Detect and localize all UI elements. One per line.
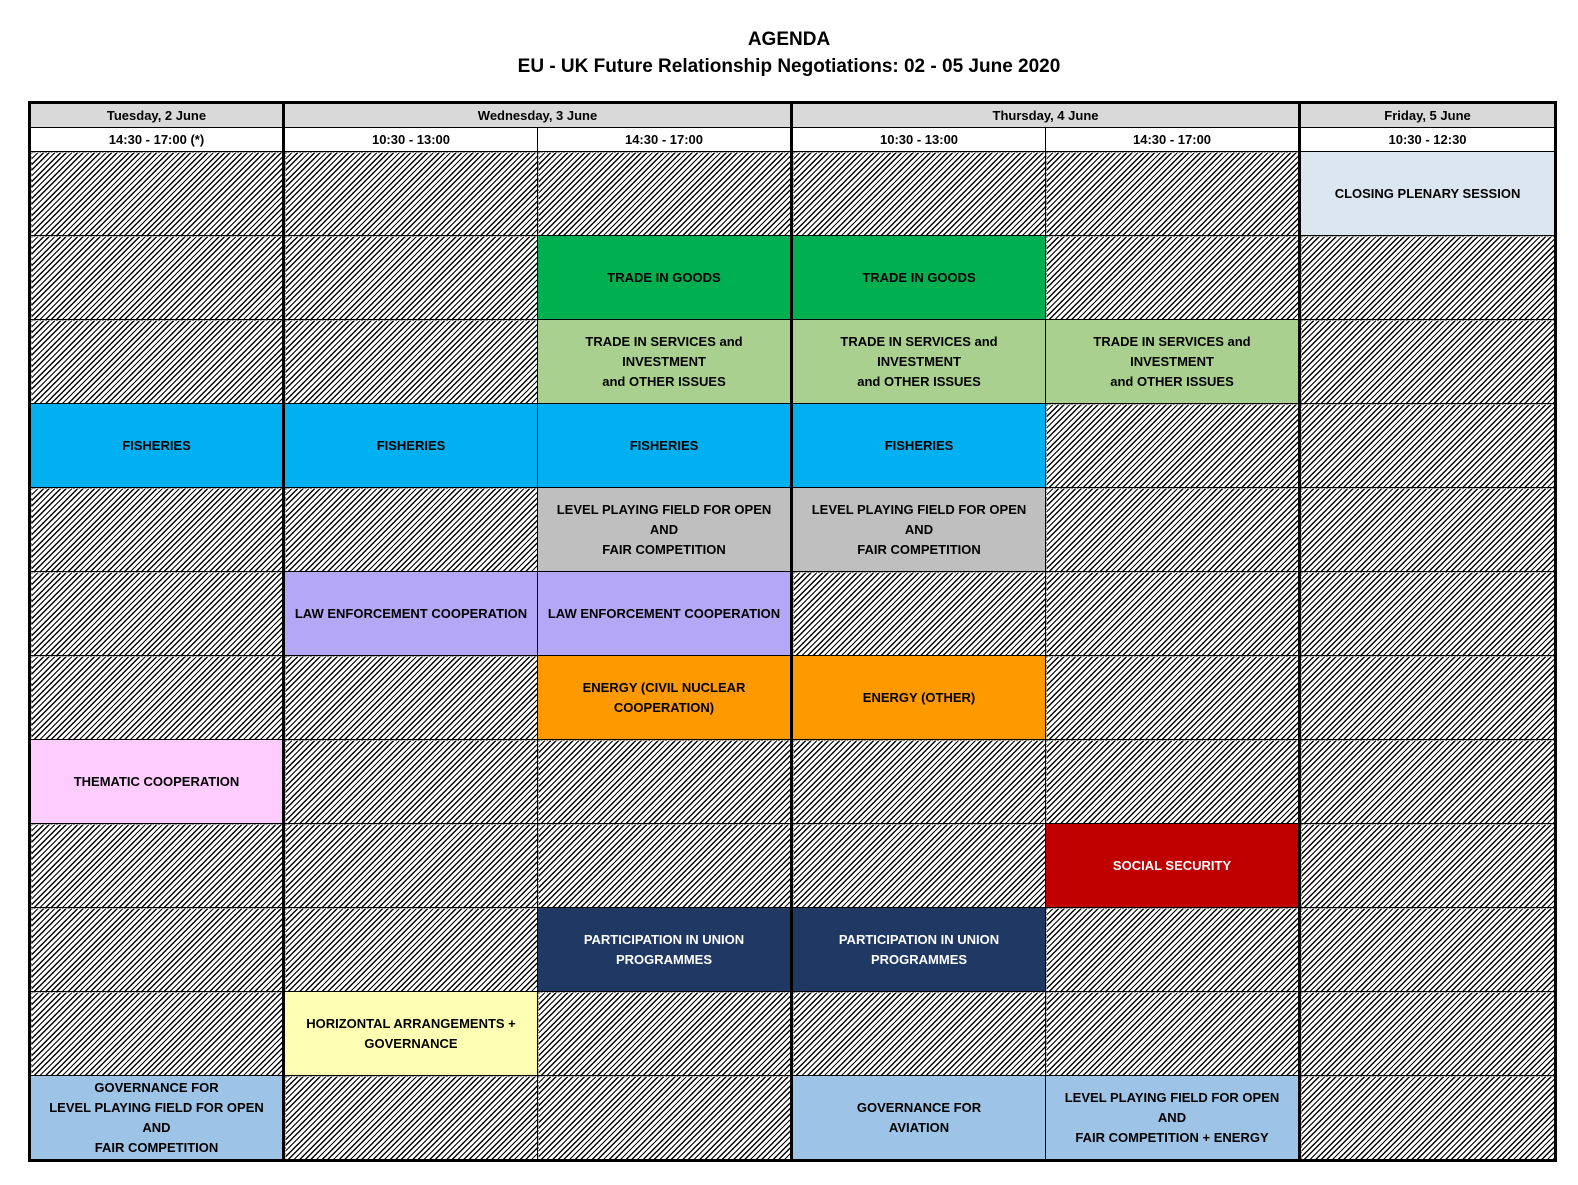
time-slot-header: 10:30 - 13:00 [792, 128, 1046, 152]
session-trade-in-services [1046, 320, 1300, 404]
empty-slot [1300, 404, 1556, 488]
empty-slot [284, 236, 538, 320]
agenda-row [30, 656, 1556, 740]
session-label: TRADE IN GOODS [862, 269, 976, 285]
agenda-row [30, 404, 1556, 488]
agenda-row [30, 740, 1556, 824]
session-label: THEMATIC COOPERATION [73, 773, 240, 789]
empty-slot [792, 740, 1046, 824]
empty-slot [538, 1076, 792, 1161]
agenda-row [30, 236, 1556, 320]
session-lpf-energy [1046, 1076, 1300, 1161]
agenda-row [30, 488, 1556, 572]
agenda-row [30, 992, 1556, 1076]
empty-slot [30, 992, 284, 1076]
empty-slot [1046, 992, 1300, 1076]
empty-slot [792, 824, 1046, 908]
empty-slot [792, 992, 1046, 1076]
empty-slot [1046, 908, 1300, 992]
agenda-title: AGENDA [747, 29, 831, 50]
empty-slot [1046, 656, 1300, 740]
session-trade-in-services [538, 320, 792, 404]
session-label: FISHERIES [629, 437, 699, 453]
empty-slot [30, 236, 284, 320]
empty-slot [284, 152, 538, 236]
session-label: ENERGY (OTHER) [862, 689, 976, 705]
empty-slot [1046, 488, 1300, 572]
session-label: FISHERIES [884, 437, 954, 453]
session-law-enforcement [538, 572, 792, 656]
time-slot-header: 14:30 - 17:00 [1046, 128, 1300, 152]
empty-slot [538, 992, 792, 1076]
empty-slot [284, 824, 538, 908]
session-label: FISHERIES [122, 437, 191, 453]
session-energy-civil-nuclear [538, 656, 792, 740]
session-label: GOVERNANCE FOR LEVEL PLAYING FIELD FOR OPEN AND FAIR COMPETITION [49, 1079, 264, 1155]
agenda-row [30, 1076, 1556, 1161]
empty-slot [284, 656, 538, 740]
empty-slot [284, 1076, 538, 1161]
empty-slot [1300, 236, 1556, 320]
agenda-row [30, 824, 1556, 908]
empty-slot [792, 572, 1046, 656]
session-thematic-cooperation [30, 740, 284, 824]
empty-slot [30, 908, 284, 992]
session-level-playing-field [538, 488, 792, 572]
session-trade-in-goods [538, 236, 792, 320]
session-label: LEVEL PLAYING FIELD FOR OPEN AND FAIR COMPETITION + ENERGY [1064, 1089, 1280, 1145]
session-governance-lpf [30, 1076, 284, 1161]
session-fisheries [792, 404, 1046, 488]
empty-slot [1300, 1076, 1556, 1161]
agenda-row [30, 320, 1556, 404]
empty-slot [1046, 572, 1300, 656]
empty-slot [538, 824, 792, 908]
session-label: SOCIAL SECURITY [1112, 857, 1232, 873]
time-slot-header: 10:30 - 13:00 [284, 128, 538, 152]
time-slot-header: 10:30 - 12:30 [1300, 128, 1556, 152]
session-union-programmes [792, 908, 1046, 992]
day-header-tuesday: Tuesday, 2 June [30, 103, 284, 128]
empty-slot [30, 572, 284, 656]
day-header-friday: Friday, 5 June [1300, 103, 1556, 128]
empty-slot [30, 488, 284, 572]
session-energy-other [792, 656, 1046, 740]
day-header-wednesday: Wednesday, 3 June [284, 103, 792, 128]
day-header-row [30, 103, 1556, 128]
session-label: HORIZONTAL ARRANGEMENTS + GOVERNANCE [306, 1015, 516, 1051]
day-header-thursday: Thursday, 4 June [792, 103, 1300, 128]
session-fisheries [30, 404, 284, 488]
time-slot-header: 14:30 - 17:00 (*) [30, 128, 284, 152]
empty-slot [284, 740, 538, 824]
agenda-subtitle: EU - UK Future Relationship Negotiations: 02 - 05 June 2020 [517, 56, 1061, 77]
session-label: LAW ENFORCEMENT COOPERATION [294, 605, 528, 621]
session-label: TRADE IN SERVICES and INVESTMENT and OTHER ISSUES [840, 333, 998, 389]
empty-slot [30, 824, 284, 908]
empty-slot [1300, 320, 1556, 404]
empty-slot [284, 488, 538, 572]
session-union-programmes [538, 908, 792, 992]
agenda-row [30, 152, 1556, 236]
empty-slot [1300, 572, 1556, 656]
empty-slot [1300, 740, 1556, 824]
time-header-row [30, 128, 1556, 152]
session-closing-plenary [1300, 152, 1556, 236]
session-trade-in-services [792, 320, 1046, 404]
agenda-row [30, 572, 1556, 656]
empty-slot [1046, 740, 1300, 824]
empty-slot [30, 320, 284, 404]
session-fisheries [538, 404, 792, 488]
empty-slot [538, 152, 792, 236]
session-law-enforcement [284, 572, 538, 656]
session-trade-in-goods [792, 236, 1046, 320]
session-level-playing-field [792, 488, 1046, 572]
session-horizontal-arrangements [284, 992, 538, 1076]
session-label: TRADE IN SERVICES and INVESTMENT and OTHER ISSUES [1093, 333, 1251, 389]
empty-slot [792, 152, 1046, 236]
empty-slot [1046, 152, 1300, 236]
empty-slot [1300, 992, 1556, 1076]
session-label: TRADE IN GOODS [607, 269, 721, 285]
session-label: LAW ENFORCEMENT COOPERATION [547, 605, 781, 621]
session-social-security [1046, 824, 1300, 908]
empty-slot [1046, 236, 1300, 320]
session-label: LEVEL PLAYING FIELD FOR OPEN AND FAIR COMPETITION [811, 501, 1027, 557]
session-label: PARTICIPATION IN UNION PROGRAMMES [838, 931, 1000, 967]
session-label: LEVEL PLAYING FIELD FOR OPEN AND FAIR COMPETITION [556, 501, 772, 557]
agenda-table [28, 101, 1557, 1162]
session-label: FISHERIES [376, 437, 446, 453]
session-label: GOVERNANCE FOR AVIATION [856, 1099, 982, 1135]
session-label: CLOSING PLENARY SESSION [1334, 185, 1521, 201]
empty-slot [1300, 824, 1556, 908]
session-label: TRADE IN SERVICES and INVESTMENT and OTHER ISSUES [585, 333, 743, 389]
session-fisheries [284, 404, 538, 488]
empty-slot [284, 908, 538, 992]
session-governance-aviation [792, 1076, 1046, 1161]
empty-slot [30, 656, 284, 740]
agenda-row [30, 908, 1556, 992]
empty-slot [1300, 488, 1556, 572]
session-label: ENERGY (CIVIL NUCLEAR COOPERATION) [582, 679, 746, 715]
empty-slot [284, 320, 538, 404]
empty-slot [1046, 404, 1300, 488]
empty-slot [30, 152, 284, 236]
empty-slot [1300, 908, 1556, 992]
empty-slot [538, 740, 792, 824]
session-label: PARTICIPATION IN UNION PROGRAMMES [583, 931, 745, 967]
time-slot-header: 14:30 - 17:00 [538, 128, 792, 152]
empty-slot [1300, 656, 1556, 740]
